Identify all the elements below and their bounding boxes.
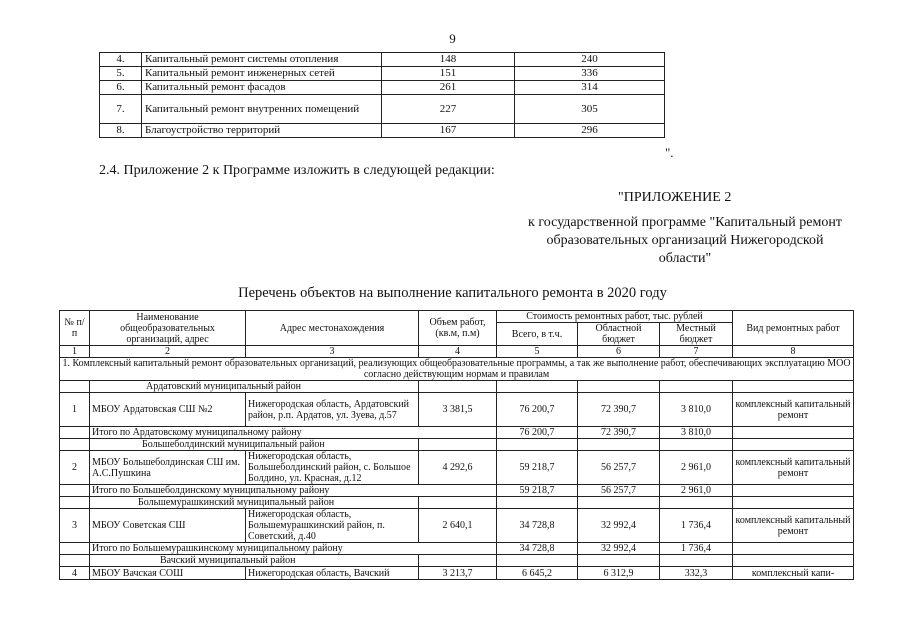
- value-b: 305: [515, 95, 665, 124]
- district-name: Большемурашкинский муниципальный район: [90, 497, 419, 509]
- row-number: 6.: [100, 81, 142, 95]
- repair-type: комплексный капи-: [733, 567, 854, 580]
- row-number: 1: [60, 393, 90, 427]
- header-regional: Областной бюджет: [578, 323, 660, 346]
- section-row: [60, 358, 854, 381]
- district-row: [60, 439, 854, 451]
- cost-local: 332,3: [660, 567, 733, 580]
- header-type: Вид ремонтных работ: [733, 311, 854, 346]
- cost-local: 2 961,0: [660, 451, 733, 485]
- cost-local: 1 736,4: [660, 509, 733, 543]
- value-a: 261: [382, 81, 515, 95]
- column-number: 8: [733, 346, 854, 358]
- school-name: МБОУ Ардатовская СШ №2: [90, 393, 246, 427]
- total-label: Итого по Большемурашкинскому муниципальному району: [90, 543, 497, 555]
- table-row: [100, 124, 665, 138]
- value-b: 314: [515, 81, 665, 95]
- empty-cell: [497, 555, 578, 567]
- sum-total: 59 218,7: [497, 485, 578, 497]
- column-number: 1: [60, 346, 90, 358]
- empty-cell: [660, 497, 733, 509]
- empty-cell: [419, 381, 497, 393]
- school-address: Нижегородская область, Большемурашкинский район, п. Советский, д.40: [246, 509, 419, 543]
- header-cost-group: Стоимость ремонтных работ, тыс. рублей: [497, 311, 733, 323]
- sum-local: 2 961,0: [660, 485, 733, 497]
- cost-total: 59 218,7: [497, 451, 578, 485]
- value-b: 296: [515, 124, 665, 138]
- empty-cell: [419, 555, 497, 567]
- appendix-title: "ПРИЛОЖЕНИЕ 2: [618, 190, 732, 205]
- sum-total: 76 200,7: [497, 427, 578, 439]
- school-address: Нижегородская область, Ардатовский район, р.п. Ардатов, ул. Зуева, д.57: [246, 393, 419, 427]
- cost-regional: 72 390,7: [578, 393, 660, 427]
- table-row: [100, 53, 665, 67]
- header-local: Местный бюджет: [660, 323, 733, 346]
- table-row: [60, 393, 854, 427]
- cost-regional: 6 312,9: [578, 567, 660, 580]
- district-name: Ардатовский муниципальный район: [90, 381, 419, 393]
- value-a: 227: [382, 95, 515, 124]
- row-number: 8.: [100, 124, 142, 138]
- empty-cell: [578, 497, 660, 509]
- work-volume: 3 381,5: [419, 393, 497, 427]
- sum-regional: 56 257,7: [578, 485, 660, 497]
- closing-quote: ".: [665, 145, 674, 160]
- empty-cell: [419, 497, 497, 509]
- empty-cell: [578, 439, 660, 451]
- column-number: 2: [90, 346, 246, 358]
- section-title: 1. Комплексный капитальный ремонт образовательных организаций, реализующих общеобразовательные программы, а так же выполнение работ, обеспечивающих эксплуатацию МОО согласно действующим нормам и правилам: [60, 358, 854, 381]
- empty-cell: [60, 555, 90, 567]
- column-number: 6: [578, 346, 660, 358]
- work-name: Капитальный ремонт внутренних помещений: [142, 95, 382, 124]
- table-row: [100, 81, 665, 95]
- sum-local: 1 736,4: [660, 543, 733, 555]
- total-label: Итого по Большеболдинскому муниципальному району: [90, 485, 497, 497]
- empty-cell: [660, 555, 733, 567]
- table-row: [100, 67, 665, 81]
- repair-type: комплексный капитальный ремонт: [733, 393, 854, 427]
- appendix-subtitle: к государственной программе "Капитальный ремонт образовательных организаций Нижегородской области": [528, 215, 842, 266]
- empty-cell: [578, 555, 660, 567]
- header-num: № п/п: [60, 311, 90, 346]
- empty-cell: [733, 555, 854, 567]
- list-title: Перечень объектов на выполнение капитального ремонта в 2020 году: [238, 285, 667, 301]
- sum-local: 3 810,0: [660, 427, 733, 439]
- work-volume: 2 640,1: [419, 509, 497, 543]
- table-row: [100, 95, 665, 124]
- header-name: Наименование общеобразовательных организаций, адрес: [90, 311, 246, 346]
- sum-total: 34 728,8: [497, 543, 578, 555]
- empty-cell: [733, 427, 854, 439]
- header-volume: Объем работ, (кв.м, п.м): [419, 311, 497, 346]
- value-a: 151: [382, 67, 515, 81]
- value-a: 148: [382, 53, 515, 67]
- empty-cell: [60, 543, 90, 555]
- row-number: 4.: [100, 53, 142, 67]
- column-number: 4: [419, 346, 497, 358]
- column-number: 3: [246, 346, 419, 358]
- sum-regional: 32 992,4: [578, 543, 660, 555]
- repair-type: комплексный капитальный ремонт: [733, 509, 854, 543]
- header-address: Адрес местонахождения: [246, 311, 419, 346]
- total-row: [60, 543, 854, 555]
- empty-cell: [60, 381, 90, 393]
- value-b: 336: [515, 67, 665, 81]
- work-name: Капитальный ремонт системы отопления: [142, 53, 382, 67]
- empty-cell: [60, 427, 90, 439]
- cost-total: 76 200,7: [497, 393, 578, 427]
- work-name: Благоустройство территорий: [142, 124, 382, 138]
- district-name: Большеболдинский муниципальный район: [90, 439, 419, 451]
- header-row: [60, 311, 854, 323]
- column-number: 5: [497, 346, 578, 358]
- column-number-row: [60, 346, 854, 358]
- row-number: 7.: [100, 95, 142, 124]
- sum-regional: 72 390,7: [578, 427, 660, 439]
- empty-cell: [733, 485, 854, 497]
- cost-regional: 32 992,4: [578, 509, 660, 543]
- empty-cell: [497, 439, 578, 451]
- total-row: [60, 485, 854, 497]
- cost-total: 6 645,2: [497, 567, 578, 580]
- column-number: 7: [660, 346, 733, 358]
- table-row: [60, 451, 854, 485]
- cost-total: 34 728,8: [497, 509, 578, 543]
- empty-cell: [419, 439, 497, 451]
- empty-cell: [660, 381, 733, 393]
- summary-table: [99, 52, 665, 138]
- value-a: 167: [382, 124, 515, 138]
- work-volume: 3 213,7: [419, 567, 497, 580]
- empty-cell: [733, 543, 854, 555]
- table-row: [60, 509, 854, 543]
- total-label: Итого по Ардатовскому муниципальному району: [90, 427, 497, 439]
- row-number: 2: [60, 451, 90, 485]
- total-row: [60, 427, 854, 439]
- row-number: 3: [60, 509, 90, 543]
- empty-cell: [733, 381, 854, 393]
- empty-cell: [733, 439, 854, 451]
- school-address: Нижегородская область, Вачский: [246, 567, 419, 580]
- cost-regional: 56 257,7: [578, 451, 660, 485]
- empty-cell: [497, 381, 578, 393]
- school-name: МБОУ Большеболдинская СШ им. А.С.Пушкина: [90, 451, 246, 485]
- district-row: [60, 381, 854, 393]
- page-number: 9: [449, 31, 456, 46]
- empty-cell: [660, 439, 733, 451]
- district-name: Вачский муниципальный район: [90, 555, 419, 567]
- cost-local: 3 810,0: [660, 393, 733, 427]
- empty-cell: [60, 439, 90, 451]
- empty-cell: [60, 485, 90, 497]
- school-address: Нижегородская область, Большеболдинский район, с. Большое Болдино, ул. Красная, д.12: [246, 451, 419, 485]
- row-number: 4: [60, 567, 90, 580]
- objects-table: [59, 310, 854, 580]
- value-b: 240: [515, 53, 665, 67]
- table-row: [60, 567, 854, 580]
- district-row: [60, 555, 854, 567]
- empty-cell: [497, 497, 578, 509]
- row-number: 5.: [100, 67, 142, 81]
- work-name: Капитальный ремонт инженерных сетей: [142, 67, 382, 81]
- school-name: МБОУ Вачская СОШ: [90, 567, 246, 580]
- district-row: [60, 497, 854, 509]
- empty-cell: [578, 381, 660, 393]
- repair-type: комплексный капитальный ремонт: [733, 451, 854, 485]
- empty-cell: [60, 497, 90, 509]
- header-total: Всего, в т.ч.: [497, 323, 578, 346]
- amendment-paragraph: 2.4. Приложение 2 к Программе изложить в следующей редакции:: [99, 163, 495, 178]
- empty-cell: [733, 497, 854, 509]
- work-volume: 4 292,6: [419, 451, 497, 485]
- work-name: Капитальный ремонт фасадов: [142, 81, 382, 95]
- school-name: МБОУ Советская СШ: [90, 509, 246, 543]
